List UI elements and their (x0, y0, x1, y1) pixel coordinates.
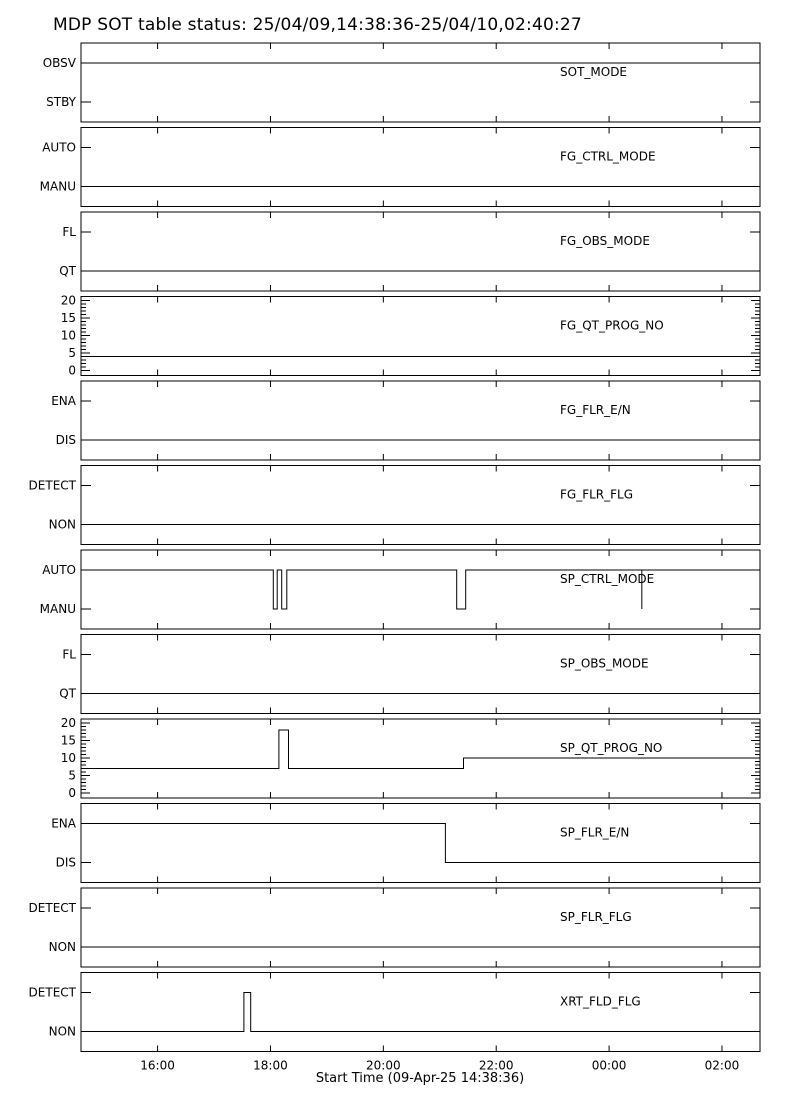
y-tick-label: DIS (55, 855, 76, 870)
panel-label: FG_QT_PROG_NO (560, 318, 664, 333)
series-line-sp-ctrl-mode (81, 570, 760, 609)
x-tick-label: 16:00 (140, 1058, 175, 1073)
panel-label: FG_OBS_MODE (560, 234, 650, 248)
y-tick-label: 0 (68, 786, 76, 800)
y-tick-label: 20 (60, 716, 76, 730)
y-tick-label: DETECT (28, 901, 76, 915)
panel-sp-flr-flg (29, 888, 760, 967)
y-tick-label: ENA (51, 394, 76, 408)
y-tick-label: DIS (55, 433, 76, 447)
y-tick-label: FL (62, 647, 76, 662)
y-tick-label: MANU (39, 179, 76, 194)
y-tick-label: FL (62, 225, 76, 239)
panel-frame (81, 297, 760, 376)
panel-frame (81, 888, 760, 967)
y-tick-label: 10 (60, 751, 76, 765)
panel-label: SP_FLR_FLG (560, 910, 632, 924)
y-tick-label: AUTO (42, 563, 76, 577)
y-tick-label: STBY (46, 95, 76, 109)
panel-fg-obs-mode (59, 212, 760, 291)
panel-frame (81, 128, 760, 207)
panel-label: FG_CTRL_MODE (560, 149, 656, 164)
panel-sot-mode (43, 43, 760, 122)
panel-fg-ctrl-mode (40, 128, 760, 207)
panel-fg-flr-e-n (51, 381, 760, 460)
y-tick-label: DETECT (28, 478, 76, 493)
y-tick-label: NON (48, 517, 76, 532)
series-line-xrt-fld-flg (81, 993, 760, 1032)
panel-frame (81, 212, 760, 291)
y-tick-label: 0 (68, 363, 76, 378)
panel-sp-ctrl-mode (40, 550, 760, 629)
x-tick-label: 20:00 (366, 1058, 401, 1073)
panel-label: XRT_FLD_FLG (560, 994, 641, 1009)
panel-frame (81, 550, 760, 629)
y-tick-label: 15 (60, 733, 76, 748)
y-tick-label: QT (59, 686, 76, 701)
y-tick-label: ENA (51, 816, 76, 831)
y-tick-label: 5 (68, 768, 76, 783)
chart-title: MDP SOT table status: 25/04/09,14:38:36-25/04/10,02:40:27 (53, 15, 582, 35)
panel-sp-qt-prog-no (61, 716, 760, 800)
x-tick-label: 00:00 (591, 1058, 627, 1073)
y-tick-label: NON (48, 1024, 76, 1039)
panel-frame (81, 804, 760, 883)
y-tick-label: QT (59, 264, 76, 278)
y-tick-label: 20 (60, 293, 76, 308)
x-tick-label: 22:00 (478, 1058, 514, 1073)
x-tick-label: 18:00 (253, 1058, 288, 1073)
panel-frame (81, 43, 760, 122)
panel-fg-qt-prog-no (61, 294, 760, 378)
panel-label: SP_FLR_E/N (560, 825, 630, 840)
panel-sp-obs-mode (59, 635, 760, 714)
panel-fg-flr-flg (29, 466, 760, 545)
y-tick-label: DETECT (28, 985, 76, 1000)
y-tick-label: OBSV (42, 56, 76, 70)
panel-xrt-fld-flg (29, 973, 760, 1052)
panel-sp-flr-e-n (51, 804, 760, 883)
panel-label: SP_OBS_MODE (560, 656, 649, 671)
panel-frame (81, 381, 760, 460)
panel-label: SP_QT_PROG_NO (560, 741, 663, 755)
series-line-sp-flr-e-n (81, 824, 760, 863)
panel-frame (81, 466, 760, 545)
y-tick-label: 5 (68, 346, 76, 360)
panel-label: FG_FLR_FLG (560, 487, 634, 502)
panel-label: FG_FLR_E/N (560, 403, 631, 417)
y-tick-label: 15 (60, 311, 76, 325)
panel-frame (81, 973, 760, 1052)
panel-frame (81, 635, 760, 714)
y-tick-label: 10 (60, 328, 76, 343)
panel-label: SOT_MODE (560, 65, 628, 79)
panel-label: SP_CTRL_MODE (560, 572, 655, 586)
x-axis-label: Start Time (09-Apr-25 14:38:36) (315, 1071, 525, 1086)
y-tick-label: MANU (39, 602, 76, 616)
x-tick-label: 02:00 (704, 1058, 740, 1073)
y-tick-label: NON (48, 940, 76, 954)
y-tick-label: AUTO (42, 140, 76, 155)
